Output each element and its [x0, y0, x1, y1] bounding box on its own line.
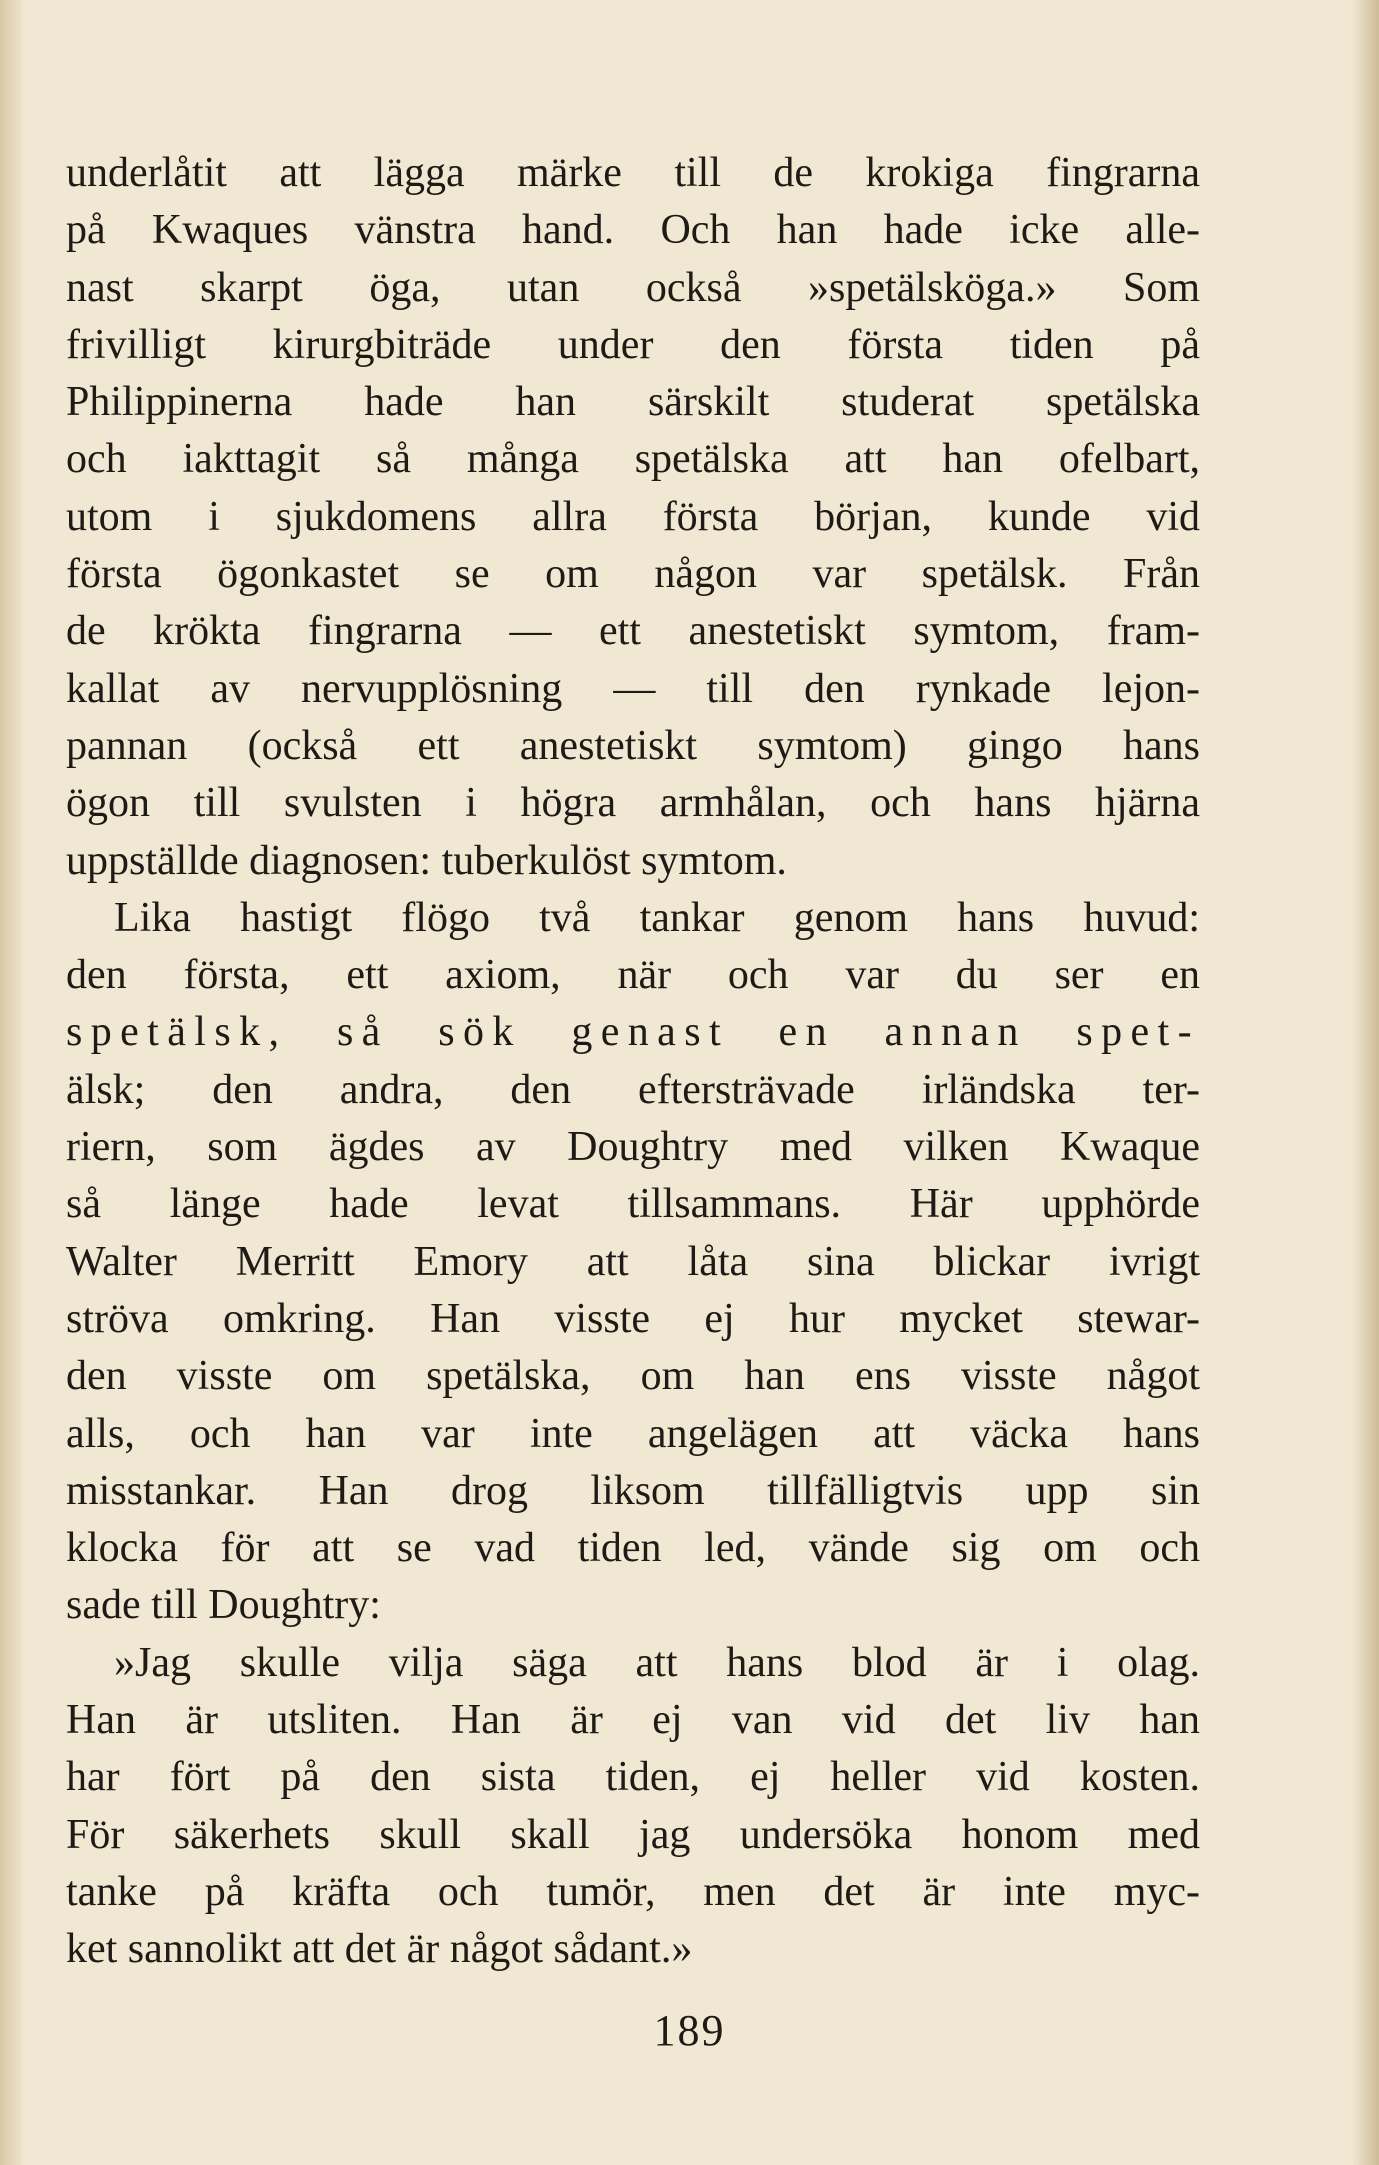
- text-line: misstankar. Han drog liksom tillfälligtvis upp sin: [66, 1467, 1200, 1514]
- body-text: [66, 145, 1200, 1979]
- text-line: För säkerhets skull skall jag undersöka honom med: [66, 1811, 1200, 1858]
- text-line: underlåtit att lägga märke till de krokiga fingrarna: [66, 150, 1200, 196]
- text-line: den första, ett axiom, när och var du ser en: [66, 952, 1200, 999]
- text-line: Han är utsliten. Han är ej van vid det liv han: [66, 1697, 1200, 1744]
- text-line: klocka för att se vad tiden led, vände sig om och: [66, 1525, 1200, 1572]
- text-line: riern, som ägdes av Doughtry med vilken Kwaque: [66, 1124, 1200, 1171]
- text-line: har fört på den sista tiden, ej heller vid kosten.: [66, 1754, 1200, 1801]
- text-line: så länge hade levat tillsammans. Här upphörde: [66, 1181, 1200, 1228]
- text-line: kallat av nervupplösning — till den rynkade lejon-: [66, 665, 1200, 712]
- text-line: tanke på kräfta och tumör, men det är inte myc-: [66, 1868, 1200, 1915]
- text-line: Lika hastigt flögo två tankar genom hans huvud:: [114, 894, 1200, 941]
- text-line: den visste om spetälska, om han ens visste något: [66, 1353, 1200, 1400]
- page-number: 189: [653, 2006, 726, 2055]
- text-line: alls, och han var inte angelägen att väcka hans: [66, 1410, 1200, 1457]
- text-line: Philippinerna hade han särskilt studerat spetälska: [66, 379, 1200, 426]
- text-line: spetälsk, så sök genast en annan spet-: [66, 1009, 1200, 1056]
- text-line: första ögonkastet se om någon var spetälsk. Från: [66, 551, 1200, 598]
- text-line: pannan (också ett anestetiskt symtom) gingo hans: [66, 722, 1200, 769]
- text-line: ket sannolikt att det är något sådant.»: [66, 1926, 693, 1973]
- text-line: frivilligt kirurgbiträde under den första tiden på: [66, 321, 1200, 368]
- text-line: nast skarpt öga, utan också »spetälsköga.» Som: [66, 264, 1200, 311]
- text-line: sade till Doughtry:: [66, 1582, 381, 1629]
- page-edge-left: [0, 0, 22, 2165]
- text-line: på Kwaques vänstra hand. Och han hade icke alle-: [66, 207, 1200, 254]
- text-line: utom i sjukdomens allra första början, kunde vid: [66, 493, 1200, 540]
- text-line: ögon till svulsten i högra armhålan, och hans hjärna: [66, 780, 1200, 827]
- text-line: och iakttagit så många spetälska att han ofelbart,: [66, 436, 1200, 483]
- text-line: ströva omkring. Han visste ej hur mycket stewar-: [66, 1295, 1200, 1342]
- text-line: uppställde diagnosen: tuberkulöst symtom.: [66, 837, 787, 884]
- text-line: »Jag skulle vilja säga att hans blod är i olag.: [114, 1639, 1200, 1686]
- text-line: älsk; den andra, den eftersträvade irländska ter-: [66, 1066, 1200, 1113]
- page-edge-right: [1353, 0, 1379, 2165]
- text-line: Walter Merritt Emory att låta sina blickar ivrigt: [66, 1238, 1200, 1285]
- text-line: de krökta fingrarna — ett anestetiskt symtom, fram-: [66, 608, 1200, 655]
